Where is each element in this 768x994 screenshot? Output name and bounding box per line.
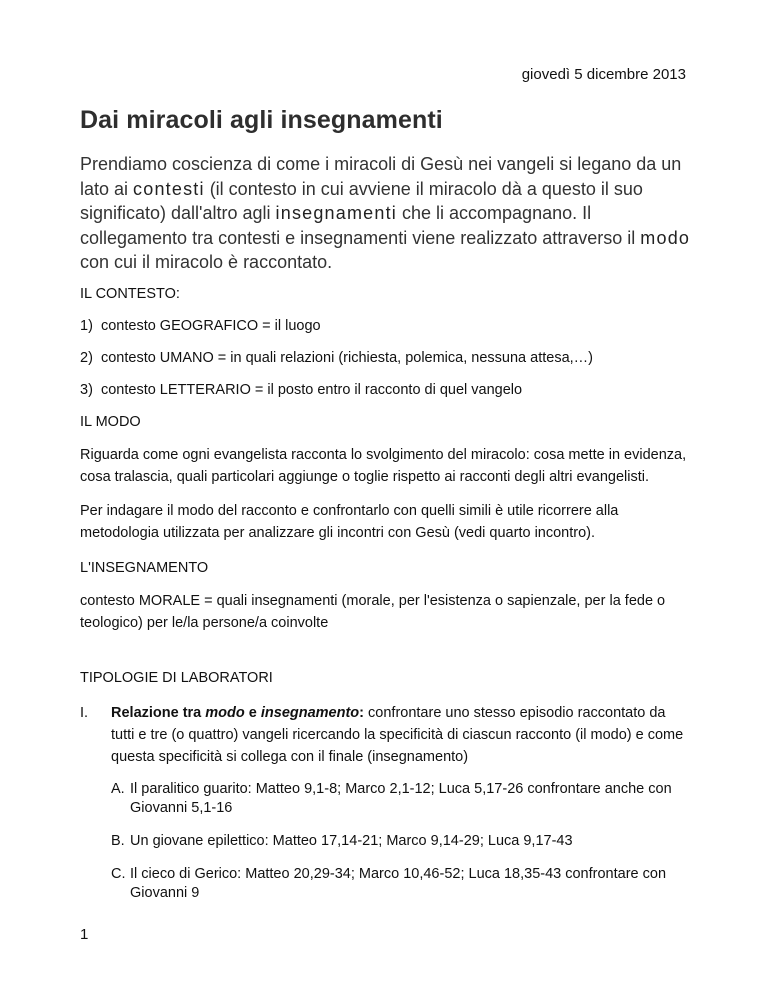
lab-text: confrontare uno stesso episodio raccontato da tutti e tre (o quattro) vangeli ricercando la specificità di ciascun racconto (il modo) e come questa specificità si collega con il finale (insegnamento) [111,705,684,765]
lab-bold-1: Relazione tra [111,705,206,721]
modo-paragraph-2: Per indagare il modo del racconto e confrontarlo con quelli simili è utile ricorrere alla metodologia utilizzata per analizzare gli incontri con Gesù (vedi quarto incontro). [80,503,619,541]
intro-text-1: Prendiamo coscienza di come i miracoli di Gesù nei vangeli si legano da un lato ai [80,154,682,199]
page-title: Dai miracoli agli insegnamenti [80,106,443,134]
list-item-number: 1) [80,318,93,334]
insegnamento-paragraph: contesto MORALE = quali insegnamenti (morale, per l'esistenza o sapienzale, per la fede o teologico) per le/la persone/a coinvolte [80,593,666,631]
list-item-number: 3) [80,382,93,398]
intro-text-4: con cui il miracolo è raccontato. [80,252,333,272]
intro-paragraph [80,152,692,275]
subitem-letter: C. [111,866,126,882]
list-item-contesto-2 [80,348,692,368]
laboratorio-item-1 [80,702,692,768]
list-item-text: contesto LETTERARIO = il posto entro il racconto di quel vangelo [100,382,523,398]
subitem-text: Un giovane epilettico: Matteo 17,14-21; Marco 9,14-29; Luca 9,17-43 [130,833,573,849]
intro-text-3: che li accompagnano. Il collegamento tra contesti e insegnamenti viene realizzato attraverso il [80,203,641,248]
laboratorio-subitem-b [80,832,692,851]
lab-bold-3: : [359,705,365,721]
keyword-contesti: contesti [133,178,205,199]
modo-paragraph-1: Riguarda come ogni evangelista racconta lo svolgimento del miracolo: cosa mette in evidenza, cosa tralascia, quali particolari aggiunge o toglie rispetto ai racconti degli altri evangelisti. [80,447,687,485]
subitem-text: Il paralitico guarito: Matteo 9,1-8; Marco 2,1-12; Luca 5,17-26 confrontare anche con Giovanni 5,1-16 [130,781,672,816]
section-heading-contesto: IL CONTESTO: [80,286,180,302]
section-heading-laboratori: TIPOLOGIE DI LABORATORI [80,670,273,686]
list-item-text: contesto UMANO = in quali relazioni (richiesta, polemica, nessuna attesa,…) [100,350,593,366]
subitem-letter: A. [111,781,125,797]
document-date: giovedì 5 dicembre 2013 [521,66,686,83]
subitem-letter: B. [111,833,125,849]
list-item-contesto-3 [80,380,692,400]
laboratorio-subitem-a [80,780,692,818]
laboratorio-subitem-c [80,865,692,903]
intro-text-2: (il contesto in cui avviene il miracolo dà a questo il suo significato) dall'altro agli [80,178,643,223]
lab-bold-italic-insegnamento: insegnamento [260,705,360,721]
lab-bold-2: e [244,705,261,721]
section-heading-modo: IL MODO [80,414,141,430]
subitem-text: Il cieco di Gerico: Matteo 20,29-34; Marco 10,46-52; Luca 18,35-43 confrontare con Giovanni 9 [130,866,667,901]
page-number: 1 [80,926,89,943]
keyword-modo: modo [640,227,691,248]
document-body [80,284,692,903]
roman-numeral: I. [80,705,89,721]
keyword-insegnamenti: insegnamenti [275,203,397,223]
section-heading-insegnamento: L'INSEGNAMENTO [80,560,209,576]
list-item-text: contesto GEOGRAFICO = il luogo [100,318,321,334]
list-item-number: 2) [80,350,93,366]
list-item-contesto-1 [80,316,692,336]
lab-bold-italic-modo: modo [205,705,245,721]
